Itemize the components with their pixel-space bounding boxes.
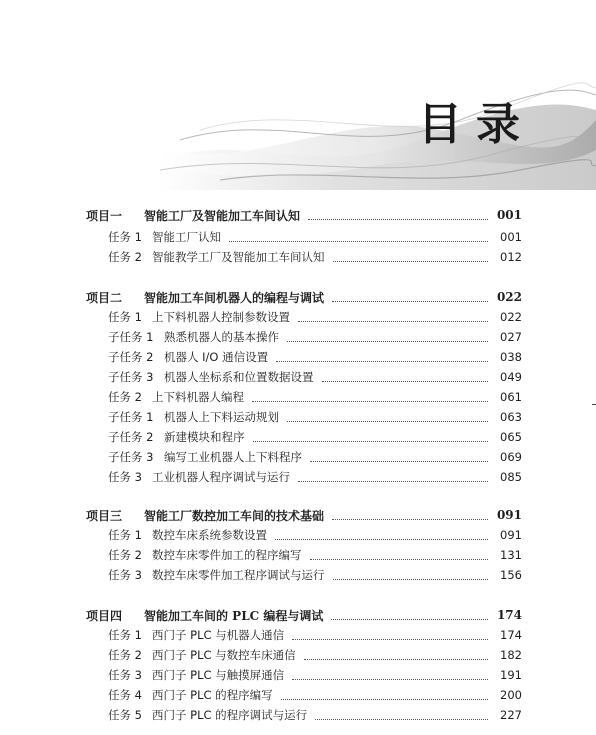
toc-leader-dots — [298, 321, 488, 322]
toc-task-row[interactable] — [0, 227, 596, 247]
toc-entry-number: 任务 1 — [108, 310, 142, 324]
toc-leader-dots — [276, 361, 488, 362]
toc-leader-dots — [310, 559, 489, 560]
toc-entry-number: 项目二 — [86, 290, 123, 305]
toc-leader-dots — [308, 219, 488, 220]
toc-entry-number: 子任务 2 — [108, 350, 154, 364]
toc-leader-dots — [281, 699, 488, 700]
toc-leader-dots — [292, 639, 488, 640]
toc-entry-title: 智能加工车间的 PLC 编程与调试 — [144, 608, 324, 623]
toc-task-row[interactable] — [0, 565, 596, 585]
toc-entry-number: 任务 1 — [108, 628, 142, 642]
toc-entry-title: 数控车床零件加工的程序编写 — [152, 548, 302, 562]
toc-subtask-row[interactable] — [0, 427, 596, 447]
toc-page-number: 001 — [496, 208, 522, 222]
toc-entry-number: 项目一 — [86, 208, 123, 223]
toc-subtask-row[interactable] — [0, 447, 596, 467]
toc-leader-dots — [310, 461, 488, 462]
toc-task-row[interactable] — [0, 525, 596, 545]
toc-entry-title: 数控车床系统参数设置 — [152, 528, 267, 542]
toc-page-number: 069 — [500, 450, 522, 464]
toc-leader-dots — [298, 481, 488, 482]
toc-entry-title: 上下料机器人控制参数设置 — [152, 310, 290, 324]
toc-entry-title: 西门子 PLC 与触摸屏通信 — [152, 668, 285, 682]
toc-project-row[interactable] — [0, 505, 596, 525]
toc-task-row[interactable] — [0, 685, 596, 705]
toc-leader-dots — [315, 719, 488, 720]
toc-page-number: 001 — [500, 230, 522, 244]
toc-entry-title: 智能加工车间机器人的编程与调试 — [144, 290, 325, 305]
toc-leader-dots — [253, 441, 489, 442]
toc-entry-number: 任务 2 — [108, 648, 142, 662]
toc-entry-title: 机器人上下料运动规划 — [164, 410, 279, 424]
toc-entry-number: 任务 3 — [108, 470, 142, 484]
toc-page-number: 091 — [500, 528, 522, 542]
toc-project-row[interactable] — [0, 287, 596, 307]
toc-entry-number: 任务 1 — [108, 528, 142, 542]
toc-task-row[interactable] — [0, 467, 596, 487]
toc-page-number: 022 — [496, 290, 522, 304]
toc-leader-dots — [332, 301, 488, 302]
toc-entry-title: 西门子 PLC 与数控车床通信 — [152, 648, 296, 662]
toc-leader-dots — [333, 261, 489, 262]
toc-project-row[interactable] — [0, 605, 596, 625]
toc-leader-dots — [229, 241, 488, 242]
toc-task-row[interactable] — [0, 645, 596, 665]
toc-entry-title: 新建模块和程序 — [164, 430, 245, 444]
toc-entry-title: 编写工业机器人上下料程序 — [164, 450, 302, 464]
toc-leader-dots — [287, 421, 488, 422]
toc-page-number: 200 — [500, 688, 522, 702]
toc-entry-number: 任务 2 — [108, 250, 142, 264]
toc-entry-title: 熟悉机器人的基本操作 — [164, 330, 279, 344]
toc-entry-title: 机器人 I/O 通信设置 — [164, 350, 269, 364]
toc-page-number: 174 — [496, 608, 522, 622]
toc-entry-number: 子任务 3 — [108, 370, 154, 384]
toc-page-number: 049 — [500, 370, 522, 384]
toc-entry-number: 子任务 1 — [108, 410, 154, 424]
toc-entry-number: 项目四 — [86, 608, 123, 623]
toc-page-number: 061 — [500, 390, 522, 404]
toc-page-number: 065 — [500, 430, 522, 444]
toc-page-number: 174 — [500, 628, 522, 642]
toc-entry-title: 智能工厂及智能加工车间认知 — [144, 208, 301, 223]
toc-page-number: 022 — [500, 310, 522, 324]
toc-entry-title: 西门子 PLC 的程序调试与运行 — [152, 708, 308, 722]
toc-entry-number: 子任务 3 — [108, 450, 154, 464]
toc-entry-title: 智能教学工厂及智能加工车间认知 — [152, 250, 325, 264]
toc-entry-number: 任务 1 — [108, 230, 142, 244]
toc-page-number: 131 — [500, 548, 522, 562]
toc-page-number: 182 — [500, 648, 522, 662]
toc-entry-title: 西门子 PLC 与机器人通信 — [152, 628, 285, 642]
toc-page-number: 227 — [500, 708, 522, 722]
toc-project-row[interactable] — [0, 205, 596, 225]
toc-entry-number: 任务 2 — [108, 548, 142, 562]
toc-subtask-row[interactable] — [0, 407, 596, 427]
toc-page-number: 156 — [500, 568, 522, 582]
toc-subtask-row[interactable] — [0, 327, 596, 347]
toc-page-number: 038 — [500, 350, 522, 364]
toc-task-row[interactable] — [0, 665, 596, 685]
toc-leader-dots — [331, 619, 488, 620]
toc-entry-title: 工业机器人程序调试与运行 — [152, 470, 290, 484]
toc-leader-dots — [322, 381, 489, 382]
toc-task-row[interactable] — [0, 545, 596, 565]
toc-entry-number: 子任务 1 — [108, 330, 154, 344]
toc-entry-title: 智能工厂数控加工车间的技术基础 — [144, 508, 325, 523]
toc-entry-title: 上下料机器人编程 — [152, 390, 244, 404]
toc-leader-dots — [304, 659, 488, 660]
page-title: 目录 — [418, 99, 534, 150]
toc-subtask-row[interactable] — [0, 347, 596, 367]
toc-entry-title: 数控车床零件加工程序调试与运行 — [152, 568, 325, 582]
toc-leader-dots — [287, 341, 488, 342]
toc-task-row[interactable] — [0, 705, 596, 725]
edge-mark — [592, 404, 596, 405]
toc-subtask-row[interactable] — [0, 367, 596, 387]
toc-task-row[interactable] — [0, 387, 596, 407]
toc-leader-dots — [292, 679, 488, 680]
toc-entry-number: 子任务 2 — [108, 430, 154, 444]
toc-entry-number: 任务 3 — [108, 668, 142, 682]
toc-page-number: 091 — [496, 508, 522, 522]
toc-page-number: 085 — [500, 470, 522, 484]
toc-leader-dots — [333, 579, 489, 580]
toc-page-number: 027 — [500, 330, 522, 344]
toc-entry-number: 项目三 — [86, 508, 123, 523]
toc-task-row[interactable] — [0, 247, 596, 267]
toc-leader-dots — [275, 539, 488, 540]
toc-entry-number: 任务 2 — [108, 390, 142, 404]
toc-leader-dots — [332, 519, 488, 520]
toc-entry-title: 西门子 PLC 的程序编写 — [152, 688, 273, 702]
toc-entry-number: 任务 3 — [108, 568, 142, 582]
toc-leader-dots — [252, 401, 488, 402]
toc-entry-title: 智能工厂认知 — [152, 230, 221, 244]
toc-entry-title: 机器人坐标系和位置数据设置 — [164, 370, 314, 384]
toc-entry-number: 任务 4 — [108, 688, 142, 702]
toc-page-number: 063 — [500, 410, 522, 424]
toc-task-row[interactable] — [0, 307, 596, 327]
toc-page-number: 012 — [500, 250, 522, 264]
toc-entry-number: 任务 5 — [108, 708, 142, 722]
toc-task-row[interactable] — [0, 625, 596, 645]
toc-page-number: 191 — [500, 668, 522, 682]
